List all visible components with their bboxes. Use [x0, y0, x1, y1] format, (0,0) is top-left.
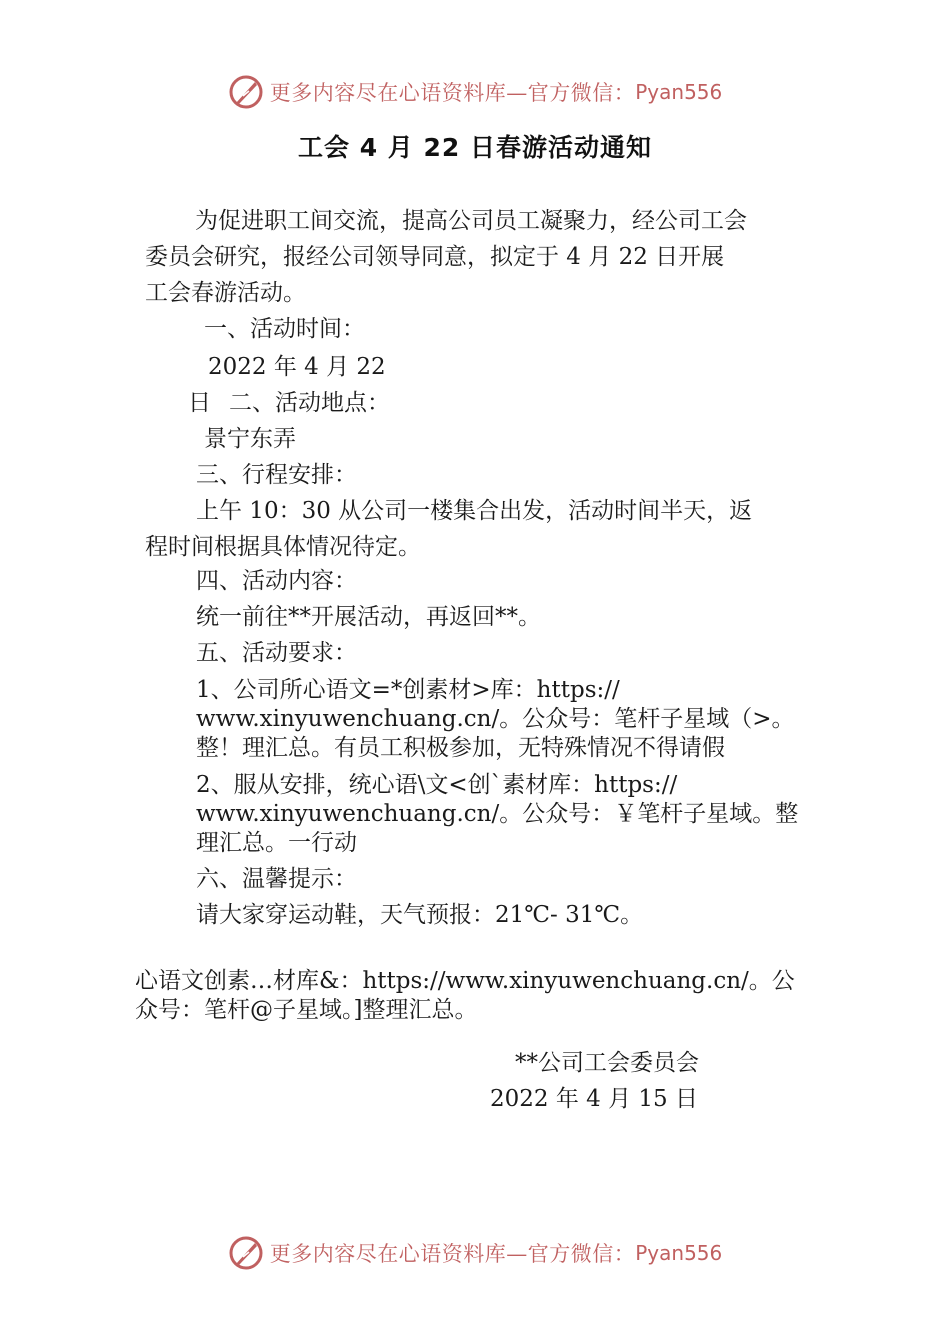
intro-line-2: 委员会研究，报经公司领导同意，拟定于 4 月 22 日开展 [145, 244, 725, 270]
section5-item1-line-1: 1、公司所心语文=*创素材>库：https:// [196, 677, 620, 703]
signature-date: 2022 年 4 月 15 日 [490, 1086, 698, 1112]
section5-item1-line-2: www.xinyuwenchuang.cn/。公众号：笔杆子星域（>。 [196, 706, 795, 732]
section5-item2-line-1: 2、服从安排，统心语\文<创`素材库：https:// [196, 772, 678, 798]
section6-heading: 六、温馨提示： [196, 866, 357, 892]
watermark-footer [0, 1231, 950, 1275]
section5-item2-line-2: www.xinyuwenchuang.cn/。公众号：￥笔杆子星域。整 [196, 801, 799, 827]
document-title: 工会 4 月 22 日春游活动通知 [297, 133, 652, 162]
watermark-text: 更多内容尽在心语资料库—官方微信： [269, 81, 636, 105]
intro-line-1: 为促进职工间交流，提高公司员工凝聚力，经公司工会 [195, 208, 747, 234]
footer-note-line-1: 心语文创素…材库&：https://www.xinyuwenchuang.cn/。公 [135, 968, 795, 994]
section1-heading: 一、活动时间： [204, 316, 365, 342]
watermark-wechat-id: Pyan556 [635, 80, 723, 104]
section2-place: 景宁东弄 [204, 426, 296, 452]
section5-item2-line-3: 理汇总。一行动 [196, 830, 357, 856]
footer-note-line-2: 众号：笔杆@子星域。]整理汇总。 [135, 997, 478, 1023]
intro-line-3: 工会春游活动。 [145, 280, 306, 306]
section1-date-tail: 日 [188, 390, 211, 416]
section5-item1-line-3: 整！理汇总。有员工积极参加，无特殊情况不得请假 [196, 735, 725, 761]
section3-line-1: 上午 10：30 从公司一楼集合出发，活动时间半天，返 [196, 498, 753, 524]
watermark-header [0, 70, 950, 114]
quill-logo-icon [228, 74, 264, 110]
quill-logo-icon [228, 1235, 264, 1271]
section5-heading: 五、活动要求： [196, 640, 357, 666]
watermark-text: 更多内容尽在心语资料库—官方微信： [269, 1242, 636, 1266]
signature-org: **公司工会委员会 [515, 1050, 699, 1076]
section3-line-2: 程时间根据具体情况待定。 [145, 534, 421, 560]
section1-date: 2022 年 4 月 22 [208, 354, 386, 380]
watermark-wechat-id: Pyan556 [635, 1241, 723, 1265]
section2-heading: 二、活动地点： [229, 390, 390, 416]
section4-heading: 四、活动内容： [196, 568, 357, 594]
section3-heading: 三、行程安排： [196, 462, 357, 488]
section4-line: 统一前往**开展活动，再返回**。 [196, 604, 541, 630]
section6-line: 请大家穿运动鞋，天气预报：21℃- 31℃。 [196, 902, 644, 928]
